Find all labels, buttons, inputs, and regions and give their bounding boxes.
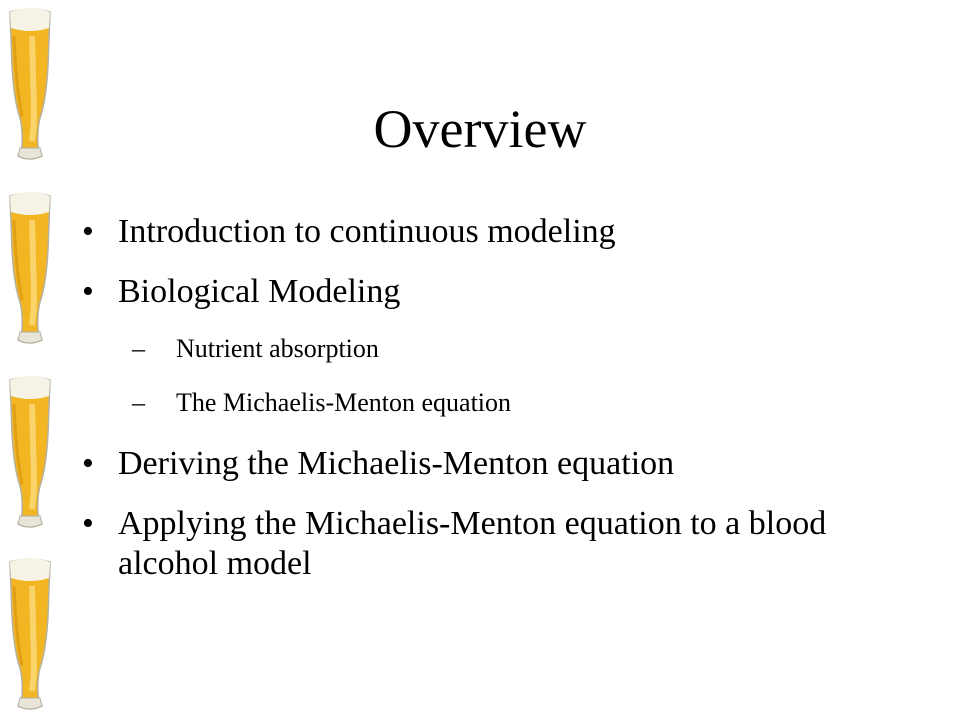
bullet-mark: •	[82, 505, 94, 542]
sub-bullet-item	[80, 388, 900, 418]
sub-bullet-text: Nutrient absorption	[176, 334, 379, 363]
bullet-mark: •	[82, 445, 94, 482]
bullet-text: Deriving the Michaelis-Menton equation	[118, 445, 675, 482]
beer-glass-icon	[2, 190, 58, 350]
bullet-list	[80, 212, 900, 604]
bullet-item	[80, 212, 900, 252]
beer-glass-icon	[2, 556, 58, 716]
bullet-item	[80, 444, 900, 484]
bullet-mark: •	[82, 273, 94, 310]
sub-bullet-text: The Michaelis-Menton equation	[176, 388, 512, 417]
bullet-text: Biological Modeling	[118, 273, 401, 310]
slide-title: Overview	[373, 99, 587, 159]
sub-bullet-item	[80, 334, 900, 364]
sub-bullet-mark: –	[132, 334, 145, 363]
bullet-item	[80, 272, 900, 312]
bullet-mark: •	[82, 213, 94, 250]
bullet-item	[80, 504, 900, 584]
bullet-text: Applying the Michaelis-Menton equation to a blood alcohol model	[118, 505, 827, 582]
beer-glass-icon	[2, 374, 58, 534]
bullet-text: Introduction to continuous modeling	[118, 213, 616, 250]
sub-bullet-mark: –	[132, 388, 145, 417]
